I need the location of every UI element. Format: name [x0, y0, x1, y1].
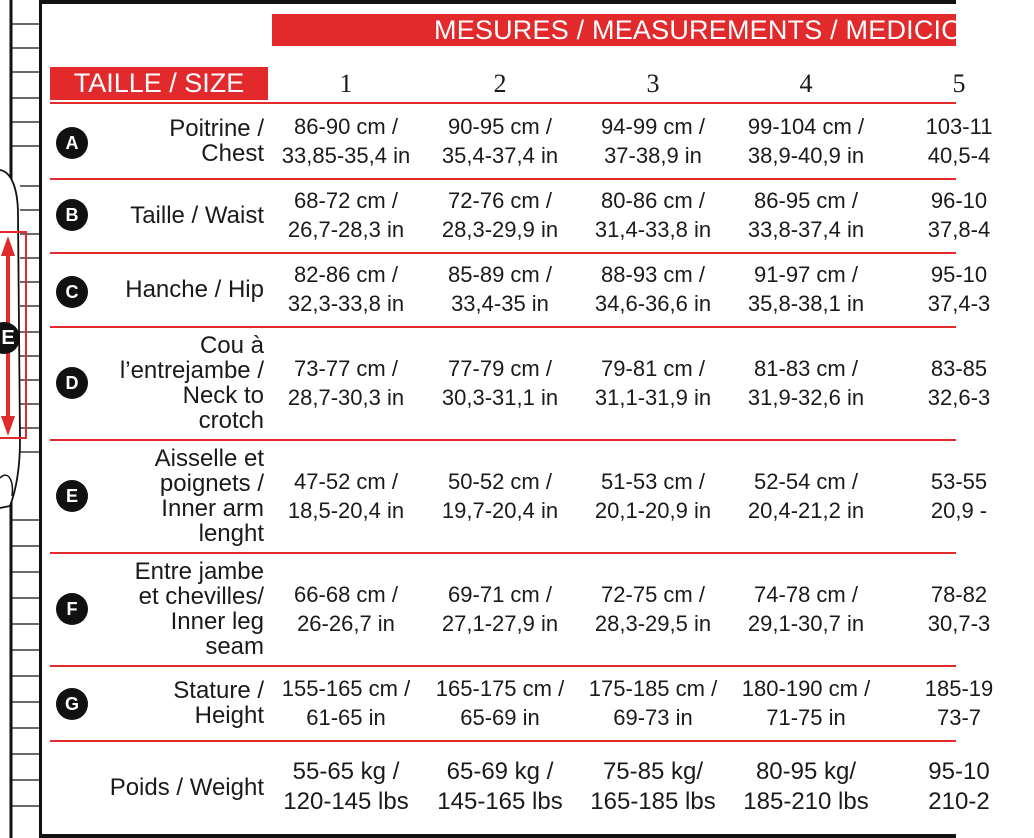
table-cell: 66-68 cm / 26-26,7 in: [294, 581, 398, 636]
table-cell: 90-95 cm / 35,4-37,4 in: [441, 113, 559, 168]
row-label-neck-to-crotch: Cou à l’entrejambe / Neck to crotch: [119, 331, 264, 434]
row-label-inner-arm: Aisselle et poignets / Inner arm lenght: [154, 444, 264, 547]
table-cell: 88-93 cm / 34,6-36,6 in: [594, 262, 712, 316]
row-badge-g: G: [56, 688, 88, 720]
row-label-waist: Taille / Waist: [130, 201, 264, 229]
table-cell: 185-19 73-7: [924, 675, 994, 730]
table-cell: 94-99 cm / 37-38,9 in: [601, 113, 705, 168]
table-cell: 96-10 37,8-4: [927, 188, 991, 242]
table-cell: 73-77 cm / 28,7-30,3 in: [287, 355, 405, 410]
size-header-label: TAILLE / SIZE: [50, 67, 268, 100]
row-badge-f: F: [56, 593, 88, 625]
table-cell: 85-89 cm / 33,4-35 in: [448, 262, 552, 316]
row-label-hip: Hanche / Hip: [125, 275, 264, 303]
table-cell: 75-85 kg/ 165-185 lbs: [590, 758, 716, 815]
table-cell: 50-52 cm / 19,7-20,4 in: [441, 468, 559, 523]
row-label-inner-leg: Entre jambe et chevilles/ Inner leg seam: [134, 557, 264, 660]
size-column-4: 4: [799, 69, 813, 98]
size-column-3: 3: [646, 69, 660, 98]
table-cell: 165-175 cm / 65-69 in: [435, 675, 565, 730]
table-cell: 81-83 cm / 31,9-32,6 in: [747, 355, 865, 410]
table-cell: 95-10 37,4-3: [927, 262, 991, 316]
size-column-1: 1: [339, 69, 353, 98]
table-cell: 80-95 kg/ 185-210 lbs: [743, 758, 869, 815]
table-cell: 95-10 210-2: [928, 758, 990, 815]
table-cell: 69-71 cm / 27,1-27,9 in: [441, 581, 559, 636]
table-cell: 78-82 30,7-3: [927, 581, 991, 636]
table-cell: 103-11 40,5-4: [925, 113, 993, 168]
table-cell: 47-52 cm / 18,5-20,4 in: [287, 468, 405, 523]
table-cell: 55-65 kg / 120-145 lbs: [283, 758, 409, 815]
table-cell: 51-53 cm / 20,1-20,9 in: [594, 468, 712, 523]
table-cell: 72-76 cm / 28,3-29,9 in: [441, 188, 559, 242]
table-cell: 175-185 cm / 69-73 in: [588, 675, 718, 730]
row-badge-d: D: [56, 367, 88, 399]
row-label-weight: Poids / Weight: [109, 773, 264, 801]
table-cell: 77-79 cm / 30,3-31,1 in: [441, 355, 559, 410]
body-silhouette: [0, 0, 42, 838]
table-cell: 65-69 kg / 145-165 lbs: [437, 758, 563, 815]
table-cell: 80-86 cm / 31,4-33,8 in: [594, 188, 712, 242]
table-cell: 83-85 32,6-3: [927, 355, 991, 410]
table-cell: 72-75 cm / 28,3-29,5 in: [594, 581, 712, 636]
frame-bottom-border: [42, 834, 956, 838]
size-column-2: 2: [493, 69, 507, 98]
table-cell: 82-86 cm / 32,3-33,8 in: [287, 262, 405, 316]
table-cell: 155-165 cm / 61-65 in: [281, 675, 411, 730]
row-label-chest: Poitrine / Chest: [169, 114, 264, 167]
row-badge-c: C: [56, 276, 88, 308]
figure-illustration: [0, 0, 42, 838]
table-cell: 91-97 cm / 35,8-38,1 in: [747, 262, 865, 316]
size-column-5: 5: [952, 69, 966, 98]
row-label-height: Stature / Height: [173, 676, 264, 729]
table-cell: 68-72 cm / 26,7-28,3 in: [287, 188, 405, 242]
table-cell: 86-90 cm / 33,85-35,4 in: [281, 113, 411, 168]
frame-top-border: [42, 0, 956, 4]
row-badge-e: E: [56, 480, 88, 512]
table-cell: 79-81 cm / 31,1-31,9 in: [594, 355, 712, 410]
measurements-banner: MESURES / MEASUREMENTS / MEDICIONES: [272, 14, 956, 46]
table-cell: 86-95 cm / 33,8-37,4 in: [747, 188, 865, 242]
table-cell: 99-104 cm / 38,9-40,9 in: [747, 113, 865, 168]
row-badge-a: A: [56, 127, 88, 159]
table-cell: 52-54 cm / 20,4-21,2 in: [747, 468, 865, 523]
table-cell: 180-190 cm / 71-75 in: [741, 675, 871, 730]
row-badge-b: B: [56, 199, 88, 231]
figure-marker-letter: E: [1, 327, 15, 349]
table-cell: 53-55 20,9 -: [930, 468, 988, 523]
table-cell: 74-78 cm / 29,1-30,7 in: [747, 581, 865, 636]
